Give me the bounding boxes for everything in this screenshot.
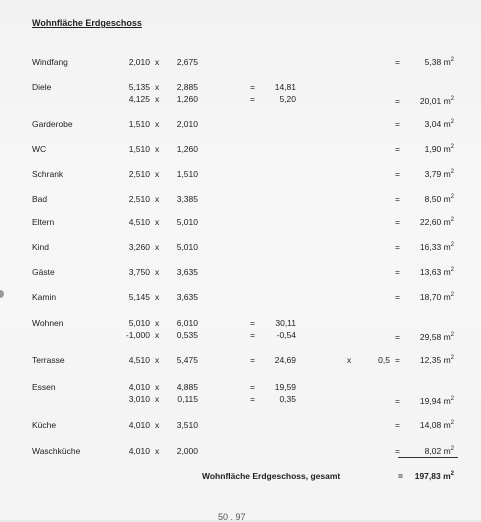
dimension-b: 2,885	[176, 82, 198, 92]
room-name: Essen	[32, 382, 56, 392]
dimension-a: -1,000	[125, 330, 150, 340]
times-sign: x	[155, 394, 160, 404]
equals-sign: =	[395, 355, 400, 365]
times-sign: x	[155, 420, 160, 430]
area-unit: $m^2$	[443, 332, 454, 342]
dimension-b: 1,260	[176, 144, 198, 154]
dimension-b: 2,675	[176, 57, 198, 67]
dimension-a: 5,135	[128, 82, 150, 92]
room-area-value: 5,38	[424, 57, 442, 67]
room-name: Kamin	[32, 292, 57, 302]
dimension-a: 4,125	[128, 94, 150, 104]
equals-sign: =	[395, 169, 400, 179]
dimension-b: 3,635	[176, 267, 198, 277]
room-area	[412, 169, 454, 179]
dimension-a: 3,010	[128, 394, 150, 404]
binder-hole	[0, 290, 4, 298]
sum-rule	[398, 457, 458, 458]
room-area-value: 8,50	[424, 194, 442, 204]
partial-product: 14,81	[274, 82, 296, 92]
room-area	[412, 355, 454, 365]
partial-product: 24,69	[274, 355, 296, 365]
room-area	[412, 396, 454, 406]
partial-product: 30,11	[275, 318, 296, 328]
room-area-value: 8,02	[424, 446, 442, 456]
room-area-value: 19,94	[419, 396, 442, 406]
room-name: Küche	[32, 420, 57, 430]
room-area	[412, 267, 454, 277]
room-name: Schrank	[32, 169, 64, 179]
dimension-a: 4,010	[128, 382, 150, 392]
equals-sign: =	[395, 420, 400, 430]
equals-sign: =	[250, 330, 255, 340]
room-area-value: 1,90	[424, 144, 442, 154]
page-title: Wohnfläche Erdgeschoss	[32, 18, 142, 28]
equals-sign: =	[395, 396, 400, 406]
dimension-a: 4,510	[128, 355, 150, 365]
room-name: Garderobe	[32, 119, 73, 129]
area-unit: $m^2$	[443, 242, 454, 252]
dimension-b: 2,010	[176, 119, 198, 129]
dimension-b: 3,635	[176, 292, 198, 302]
times-sign: x	[155, 144, 160, 154]
dimension-a: 1,510	[128, 144, 150, 154]
room-area-value: 18,70	[419, 292, 442, 302]
room-name: Terrasse	[32, 355, 65, 365]
area-unit: $m^2$	[443, 96, 454, 106]
area-unit: $m^2$	[443, 169, 454, 179]
room-area	[412, 332, 454, 342]
area-unit: $m^2$	[443, 194, 454, 204]
equals-sign: =	[250, 382, 255, 392]
times-sign: x	[155, 355, 160, 365]
room-area	[412, 446, 454, 456]
times-sign: x	[155, 267, 160, 277]
room-area-value: 12,35	[419, 355, 442, 365]
area-unit: $m^2$	[443, 292, 454, 302]
times-sign: x	[155, 318, 160, 328]
partial-product: -0,54	[276, 330, 296, 340]
room-name: Diele	[32, 82, 52, 92]
dimension-b: 2,000	[176, 446, 198, 456]
area-unit: $m^2$	[443, 355, 454, 365]
dimension-a: 5,145	[128, 292, 150, 302]
equals-sign: =	[395, 144, 400, 154]
area-unit: $m^2$	[443, 217, 454, 227]
partial-product: 5,20	[279, 94, 296, 104]
times-sign: x	[155, 292, 160, 302]
room-area	[412, 292, 454, 302]
equals-sign: =	[250, 394, 255, 404]
equals-sign: =	[250, 355, 255, 365]
page-footer-fragment: 50 . 97	[218, 512, 246, 522]
equals-sign: =	[395, 194, 400, 204]
dimension-b: 4,885	[176, 382, 198, 392]
room-area-value: 13,63	[419, 267, 442, 277]
total-value	[412, 471, 454, 481]
dimension-b: 3,385	[176, 194, 198, 204]
room-area	[412, 96, 454, 106]
room-name: Kind	[32, 242, 50, 252]
dimension-a: 2,010	[128, 57, 150, 67]
room-area	[412, 119, 454, 129]
equals-sign: =	[395, 217, 400, 227]
dimension-b: 5,475	[176, 355, 198, 365]
room-area	[412, 217, 454, 227]
equals-sign: =	[250, 318, 255, 328]
area-unit: $m^2$	[443, 57, 454, 67]
dimension-a: 4,010	[128, 420, 150, 430]
dimension-b: 0,115	[177, 394, 198, 404]
room-area	[412, 242, 454, 252]
times-sign: x	[155, 194, 160, 204]
dimension-a: 3,750	[128, 267, 150, 277]
partial-product: 0,35	[279, 394, 296, 404]
room-area	[412, 194, 454, 204]
room-area	[412, 420, 454, 430]
area-unit: $m^2$	[443, 420, 454, 430]
area-unit: $m^2$	[443, 396, 454, 406]
area-unit: $m^2$	[443, 267, 454, 277]
times-sign: x	[155, 446, 160, 456]
times-sign: x	[155, 382, 160, 392]
equals-sign: =	[395, 119, 400, 129]
dimension-a: 1,510	[128, 119, 150, 129]
room-area-value: 29,58	[419, 332, 442, 342]
equals-sign: =	[250, 94, 255, 104]
total-equals: =	[398, 471, 403, 481]
room-area-value: 20,01	[419, 96, 442, 106]
equals-sign: =	[395, 57, 400, 67]
dimension-b: 3,510	[176, 420, 198, 430]
total-value-number: 197,83	[414, 471, 441, 481]
room-name: Wohnen	[32, 318, 64, 328]
room-name: WC	[32, 144, 47, 154]
dimension-a: 4,510	[128, 217, 150, 227]
times-sign: x	[155, 169, 160, 179]
times-sign: x	[155, 242, 160, 252]
times-sign: x	[155, 57, 160, 67]
room-area-value: 22,60	[419, 217, 442, 227]
room-name: Eltern	[32, 217, 55, 227]
total-label: Wohnfläche Erdgeschoss, gesamt	[202, 471, 341, 481]
room-area	[412, 144, 454, 154]
dimension-a: 5,010	[128, 318, 150, 328]
dimension-b: 5,010	[176, 217, 198, 227]
dimension-b: 6,010	[176, 318, 198, 328]
equals-sign: =	[395, 267, 400, 277]
area-unit: $m^2$	[443, 446, 454, 456]
equals-sign: =	[395, 446, 400, 456]
times-sign: x	[155, 82, 160, 92]
factor-value: 0,5	[378, 355, 390, 365]
times-sign: x	[155, 217, 160, 227]
area-unit: $m^2$	[443, 119, 454, 129]
dimension-b: 0,535	[176, 330, 198, 340]
room-name: Waschküche	[32, 446, 81, 456]
room-area	[412, 57, 454, 67]
equals-sign: =	[395, 96, 400, 106]
equals-sign: =	[395, 292, 400, 302]
room-area-value: 3,04	[424, 119, 442, 129]
times-sign: x	[155, 119, 160, 129]
times-sign: x	[155, 94, 160, 104]
dimension-b: 1,510	[176, 169, 198, 179]
dimension-a: 2,510	[128, 169, 150, 179]
dimension-a: 4,010	[128, 446, 150, 456]
dimension-b: 5,010	[176, 242, 198, 252]
times-sign: x	[347, 355, 352, 365]
room-name: Gäste	[32, 267, 55, 277]
room-name: Windfang	[32, 57, 68, 67]
room-area-value: 3,79	[424, 169, 442, 179]
room-area-value: 16,33	[419, 242, 442, 252]
dimension-a: 3,260	[128, 242, 150, 252]
total-unit: $m^2$	[443, 471, 454, 481]
area-unit: $m^2$	[443, 144, 454, 154]
room-area-value: 14,08	[419, 420, 442, 430]
room-name: Bad	[32, 194, 48, 204]
dimension-a: 2,510	[128, 194, 150, 204]
equals-sign: =	[395, 242, 400, 252]
times-sign: x	[155, 330, 160, 340]
equals-sign: =	[250, 82, 255, 92]
dimension-b: 1,260	[176, 94, 198, 104]
partial-product: 19,59	[274, 382, 296, 392]
equals-sign: =	[395, 332, 400, 342]
